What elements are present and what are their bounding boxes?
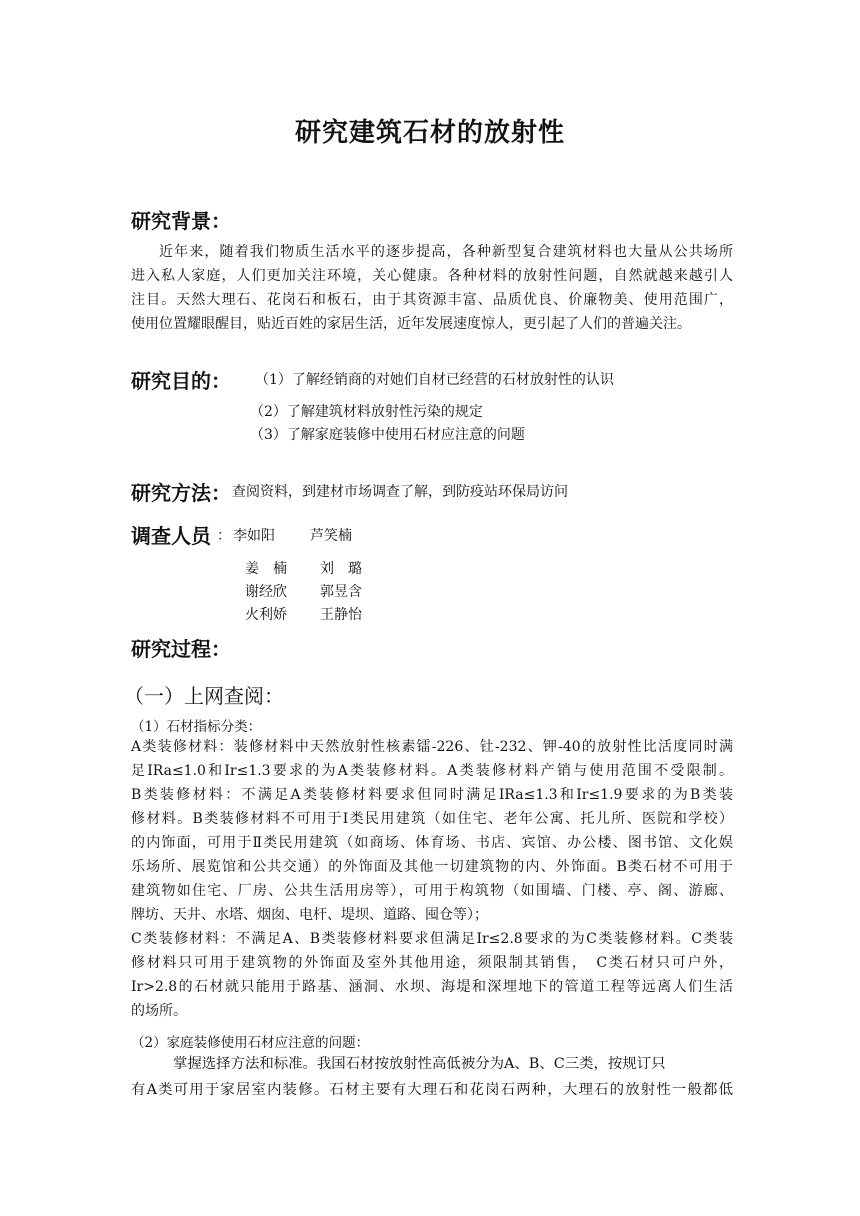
members-colon: ： — [217, 528, 231, 544]
method-text: 查阅资料，到建材市场调查了解，到防疫站环保局访问 — [232, 484, 568, 500]
item1-paragraph — [131, 735, 733, 1023]
background-line: 进入私人家庭，人们更加关注环境，关心健康。各种材料的放射性问题，自然就越来越引人 — [131, 268, 733, 284]
item1-line: Ir>2.8的石材就只能用于路基、涵洞、水坝、海堤和深埋地下的管道工程等远离人们生活 — [131, 979, 733, 995]
purpose-item: （3）了解家庭装修中使用石材应注意的问题 — [250, 427, 525, 443]
item1-line: 乐场所、展览馆和公共交通）的外饰面及其他一切建筑物的内、外饰面。B类石材不可用于 — [131, 859, 733, 875]
item1-line: 的内饰面，可用于Ⅱ类民用建筑（如商场、体育场、书店、宾馆、办公楼、图书馆、文化娱 — [131, 835, 733, 851]
purpose-heading: 研究目的： — [131, 369, 231, 393]
document-title: 研究建筑石材的放射性 — [294, 118, 565, 148]
item2-line: 有A类可用于家居室内装修。石材主要有大理石和花岗石两种，大理石的放射性一般都低 — [131, 1082, 733, 1098]
members-heading: 调查人员 — [131, 524, 211, 548]
method-heading: 研究方法： — [131, 481, 231, 505]
item1-line: 修材料。B类装修材料不可用于Ⅰ类民用建筑（如住宅、老年公寓、托儿所、医院和学校） — [131, 811, 733, 827]
item1-line: A类装修材料：装修材料中天然放射性核素镭-226、钍-232、钾-40的放射性比活度同时满 — [131, 739, 733, 755]
member-name: 王静怡 — [320, 607, 362, 623]
member-name: 火利娇 — [245, 607, 287, 623]
item-title: （1）石材指标分类： — [131, 719, 262, 735]
process-heading: 研究过程： — [131, 637, 231, 661]
background-line: 注目。天然大理石、花岗石和板石，由于其资源丰富、品质优良、价廉物美、使用范围广， — [131, 292, 733, 308]
member-name: 李如阳 — [233, 528, 275, 544]
process-section-heading: （一）上网查阅： — [124, 684, 284, 708]
item2-paragraph — [131, 1051, 733, 1103]
item1-line: B类装修材料：不满足A类装修材料要求但同时满足IRa≤1.3和Ir≤1.9要求的为B类装 — [131, 787, 733, 803]
item1-line: 足IRa≤1.0和Ir≤1.3要求的为A类装修材料。A类装修材料产销与使用范围不受限制。 — [131, 763, 733, 779]
item-title: （2）家庭装修使用石材应注意的问题： — [131, 1035, 370, 1051]
background-line: 使用位置耀眼醒目，贴近百姓的家居生活，近年发展速度惊人，更引起了人们的普遍关注。 — [131, 316, 691, 332]
purpose-item: （1）了解经销商的对她们自材已经营的石材放射性的认识 — [255, 372, 614, 388]
item1-line: 建筑物如住宅、厂房、公共生活用房等），可用于构筑物（如围墙、门楼、亭、阁、游廊、 — [131, 883, 733, 899]
member-name: 谢经欣 — [245, 584, 287, 600]
item1-line: 修材料只可用于建筑物的外饰面及室外其他用途，须限制其销售， C类石材只可户外， — [131, 955, 733, 971]
item1-line: C类装修材料：不满足A、B类装修材料要求但满足Ir≤2.8要求的为C类装修材料。C类装 — [131, 931, 733, 947]
background-heading: 研究背景： — [131, 209, 231, 233]
member-name: 郭昱含 — [320, 584, 362, 600]
member-name: 芦笑楠 — [310, 528, 352, 544]
member-name: 刘 璐 — [320, 561, 362, 577]
background-paragraph — [131, 240, 733, 336]
background-line: 近年来，随着我们物质生活水平的逐步提高，各种新型复合建筑材料也大量从公共场所 — [159, 244, 733, 260]
purpose-item: （2）了解建筑材料放射性污染的规定 — [250, 404, 483, 420]
member-name: 姜 楠 — [245, 561, 287, 577]
item1-line: 的场所。 — [131, 1003, 187, 1019]
item2-line: 掌握选择方法和标准。我国石材按放射性高低被分为A、B、C三类，按规订只 — [173, 1056, 666, 1072]
item1-line: 牌坊、天井、水塔、烟囱、电杆、堤坝、道路、囤仓等）； — [131, 907, 488, 923]
